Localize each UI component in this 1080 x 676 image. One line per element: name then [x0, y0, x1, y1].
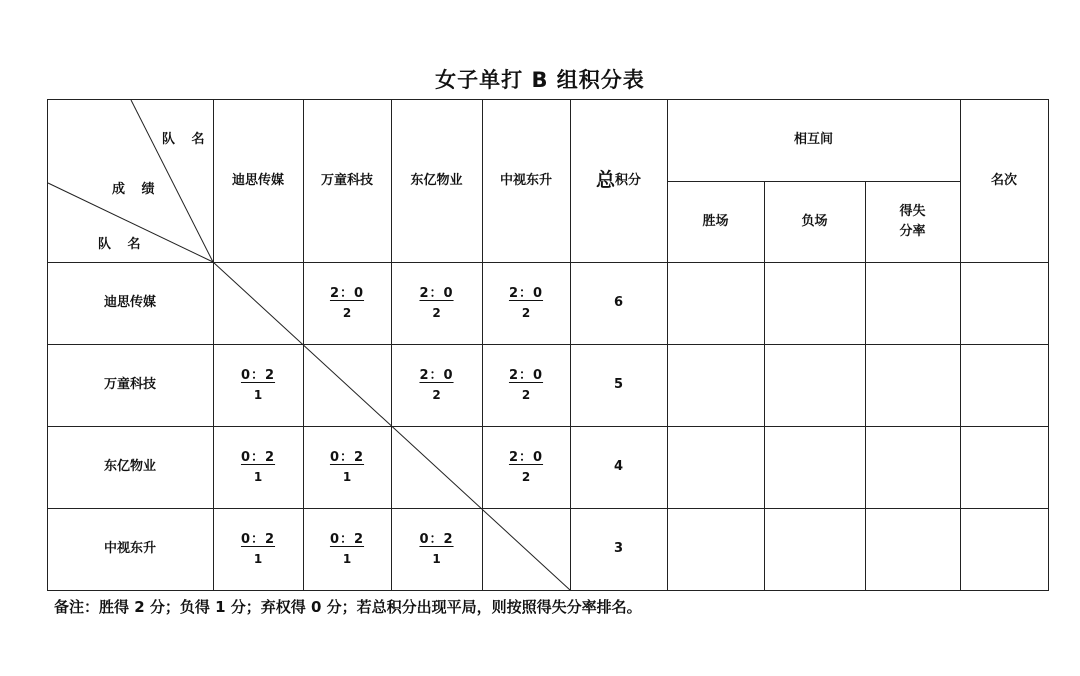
col-header-total [570, 99, 667, 262]
match-points: 1 [253, 388, 263, 403]
col-header-ratio [865, 181, 960, 262]
row-header-team-2: 万童科技 [103, 377, 156, 393]
match-score: 0：2 [240, 367, 276, 383]
match-score: 0：2 [240, 531, 276, 547]
col-header-rank: 名次 [990, 172, 1017, 188]
ratio-header-line2: 分率 [899, 223, 926, 239]
result-cell [391, 508, 482, 590]
corner-team-label-bottom: 队 名 [98, 237, 147, 252]
row-header-team-3: 东亿物业 [103, 459, 156, 475]
col-header-team-1: 迪思传媒 [231, 172, 284, 188]
total-header-big: 总 [595, 169, 615, 192]
corner-team-label-top: 队 名 [162, 132, 211, 147]
col-header-team-2: 万童科技 [320, 172, 373, 188]
match-score: 0：2 [419, 531, 454, 547]
col-header-wins: 胜场 [702, 213, 729, 229]
match-points: 1 [253, 470, 263, 485]
match-score: 0：2 [329, 449, 365, 465]
col-header-team-3: 东亿物业 [410, 172, 463, 188]
match-score: 0：2 [329, 531, 365, 547]
result-cell [213, 508, 303, 590]
col-header-losses: 负场 [801, 213, 828, 229]
row-header-team-4: 中视东升 [103, 541, 156, 557]
match-score: 2：0 [508, 367, 544, 383]
total-cell: 4 [613, 459, 624, 475]
match-points: 2 [521, 470, 531, 485]
page-title: 女子单打 B 组积分表 [435, 68, 645, 92]
match-score: 2：0 [419, 285, 454, 301]
match-points: 1 [342, 470, 352, 485]
result-cell [482, 344, 570, 426]
result-cell [213, 426, 303, 508]
match-points: 2 [521, 306, 531, 321]
total-cell: 5 [613, 377, 624, 393]
result-cell [303, 508, 391, 590]
total-cell: 3 [613, 541, 624, 557]
result-cell [303, 426, 391, 508]
match-points: 2 [342, 306, 352, 321]
match-score: 2：0 [508, 285, 544, 301]
match-points: 1 [432, 552, 441, 567]
match-points: 2 [432, 388, 441, 403]
footnote: 备注：胜得 2 分；负得 1 分；弃权得 0 分；若总积分出现平局，则按照得失分率排名。 [54, 598, 642, 616]
match-score: 2：0 [329, 285, 365, 301]
result-cell [391, 262, 482, 344]
match-score: 2：0 [419, 367, 454, 383]
match-points: 1 [253, 552, 263, 567]
result-cell [303, 262, 391, 344]
match-points: 1 [342, 552, 352, 567]
total-header-small: 积分 [615, 172, 642, 188]
result-cell [482, 426, 570, 508]
total-cell: 6 [613, 295, 624, 311]
row-header-team-1: 迪思传媒 [103, 295, 156, 311]
match-score: 2：0 [508, 449, 544, 465]
result-cell [213, 344, 303, 426]
corner-score-label: 成 绩 [112, 182, 161, 197]
ratio-header-line1: 得失 [899, 204, 926, 219]
col-header-team-4: 中视东升 [499, 172, 552, 188]
match-points: 2 [521, 388, 531, 403]
result-cell [391, 344, 482, 426]
match-points: 2 [432, 306, 441, 321]
match-score: 0：2 [240, 449, 276, 465]
result-cell [482, 262, 570, 344]
col-header-mutual: 相互间 [793, 132, 833, 148]
